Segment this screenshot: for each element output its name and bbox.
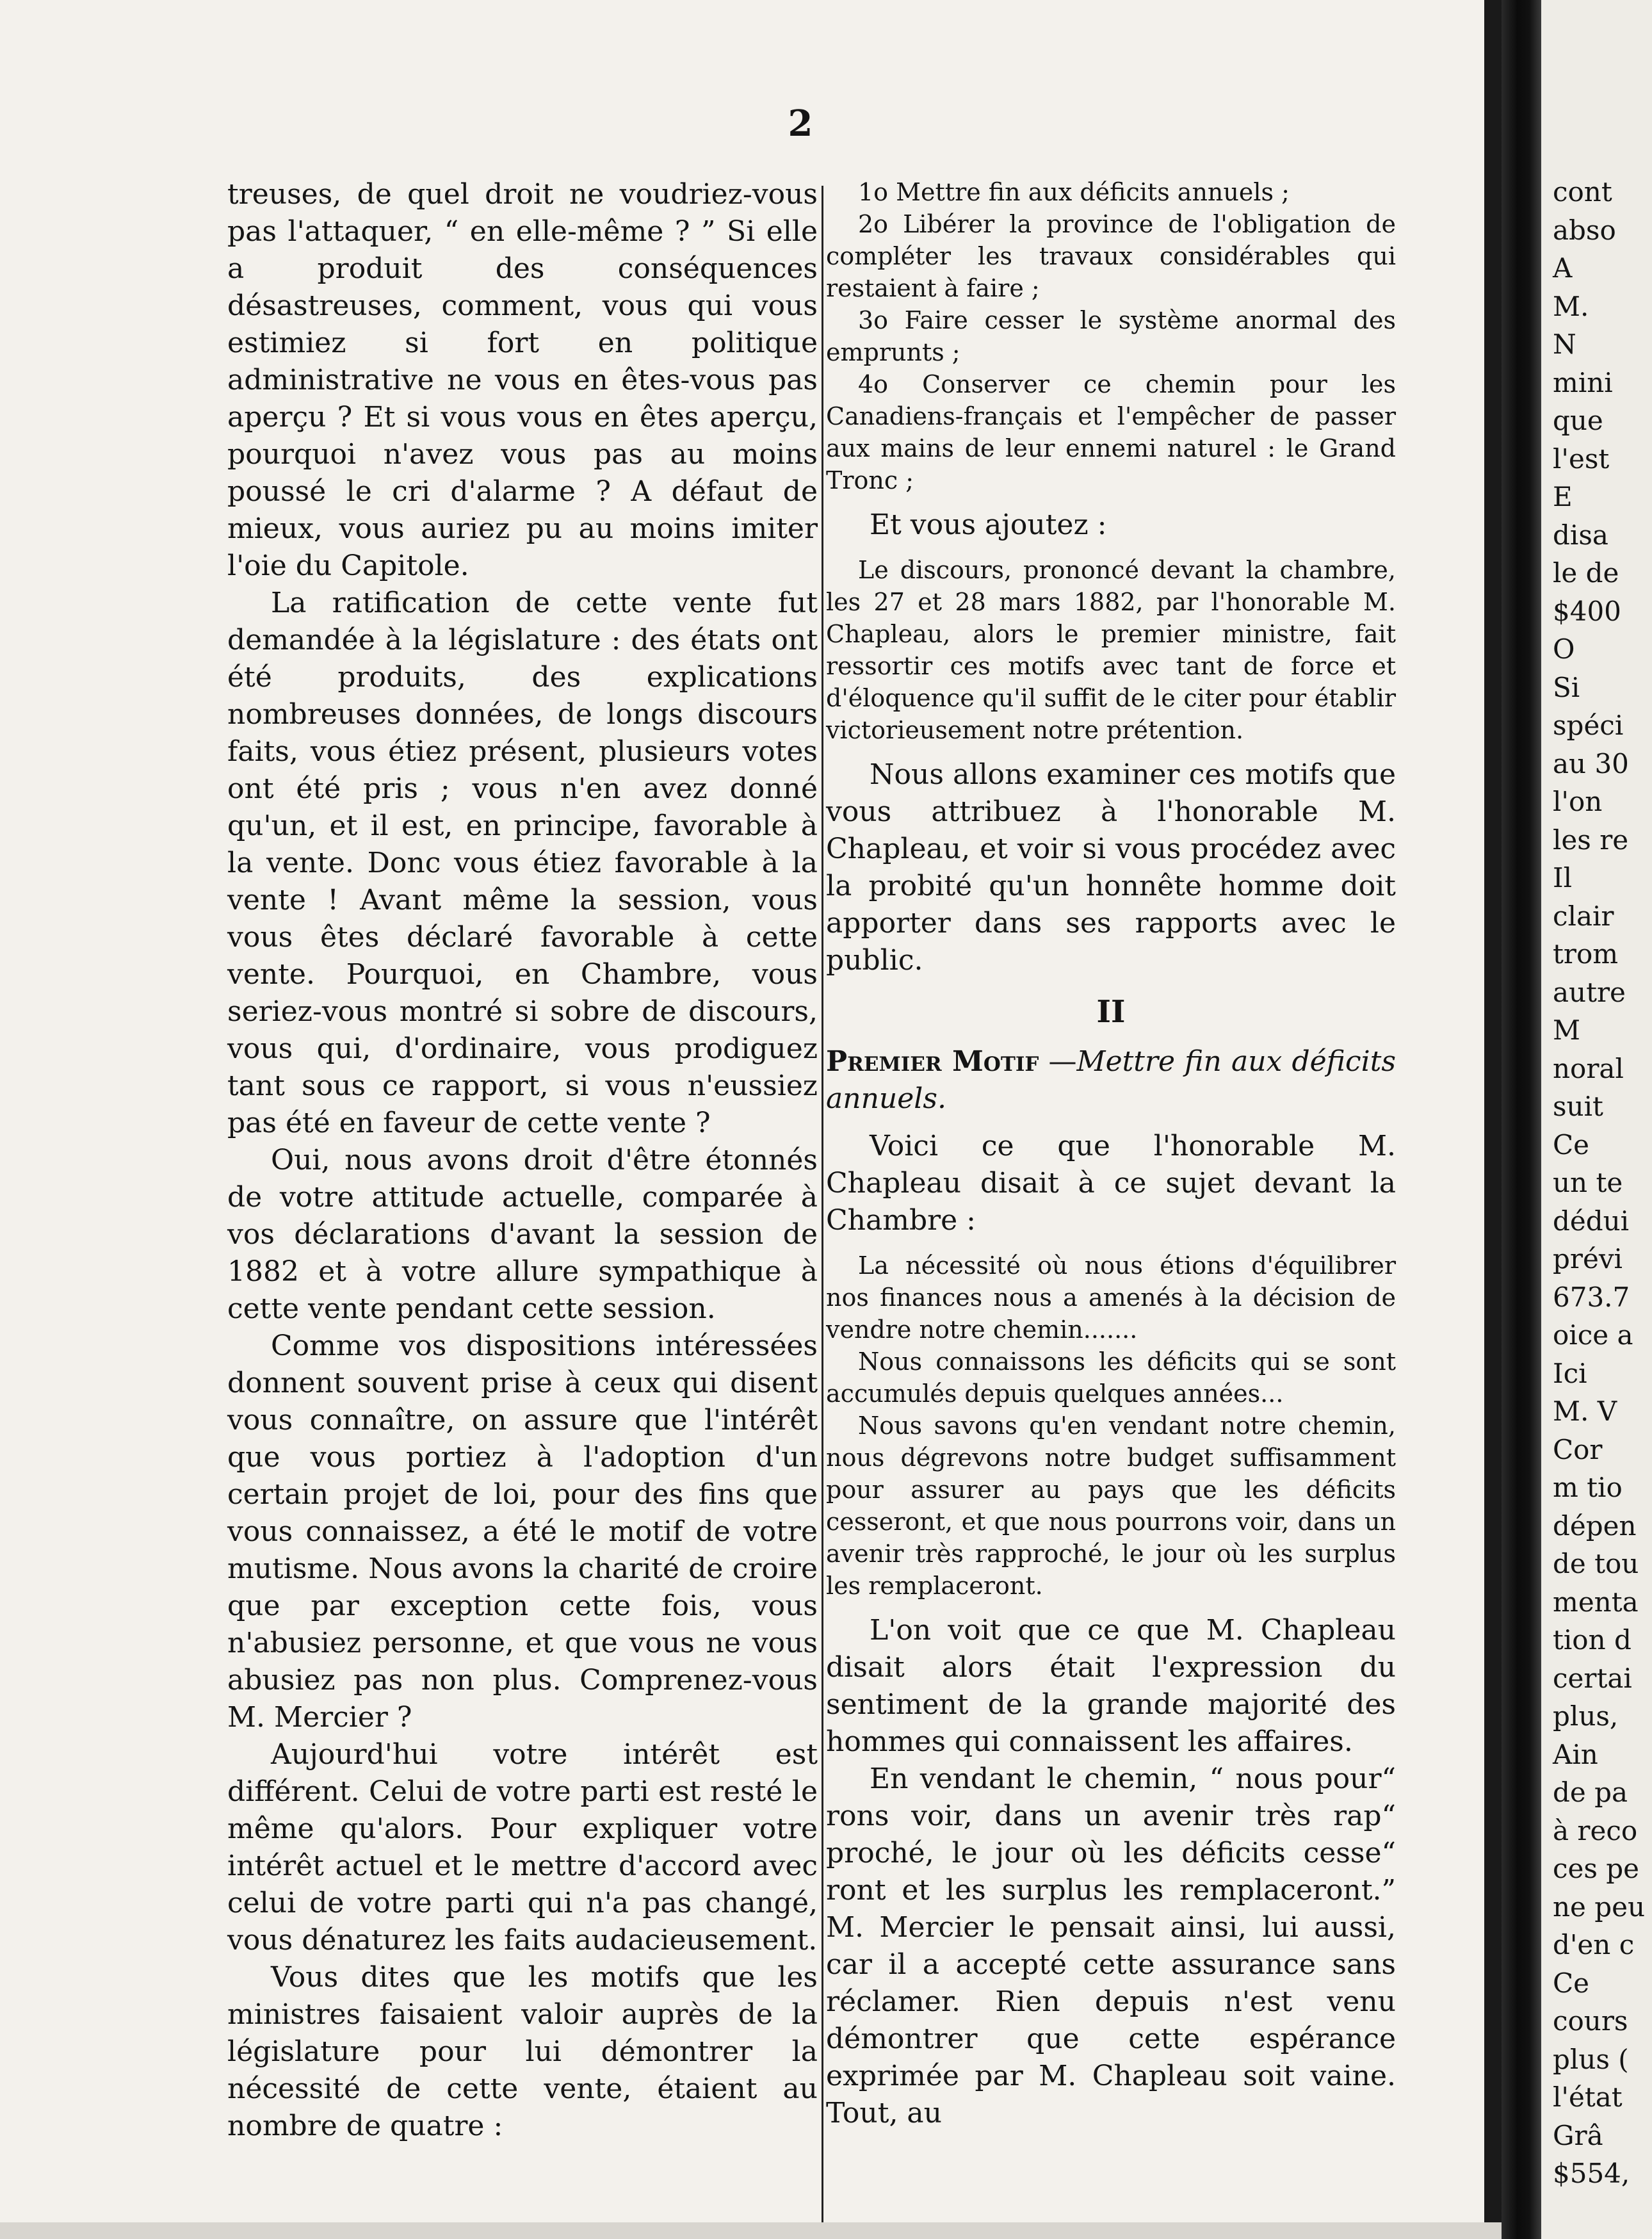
- fragment-line: M. V: [1553, 1396, 1617, 1427]
- fragment-line: au 30: [1553, 747, 1629, 779]
- fragment-line: cont: [1553, 176, 1612, 208]
- column-rule: [822, 186, 823, 2235]
- motive-item: 1o Mettre fin aux déficits annuels ;: [858, 178, 1290, 206]
- motive-item: 3o Faire cesser le système anormal des emprunts ;: [826, 306, 1396, 366]
- page-edge-shadow: [1484, 0, 1502, 2239]
- fragment-line: prévi: [1553, 1243, 1623, 1274]
- fragment-line: M.: [1553, 290, 1589, 322]
- fragment-line: l'état: [1553, 2081, 1623, 2113]
- quote-text: Le discours, prononcé devant la chambre, les 27 et 28 mars 1882, par l'honorable M. Chapleau, alors le premier ministre, fait ressortir ces motifs avec tant de force et d'éloquence qu'il suffit de le citer pour établir victorieusement notre prétention.: [826, 556, 1396, 744]
- fragment-line: N: [1553, 329, 1576, 360]
- fragment-line: E: [1553, 481, 1573, 512]
- fragment-line: Ce: [1553, 1967, 1589, 1999]
- page-bottom-edge: [0, 2222, 1502, 2239]
- fragment-line: autre: [1553, 976, 1626, 1008]
- fragment-line: l'est: [1553, 443, 1610, 475]
- motives-list: [826, 176, 1396, 496]
- fragment-line: le de: [1553, 557, 1619, 589]
- fragment-line: ne peu: [1553, 1891, 1646, 1923]
- paragraph: treuses, de quel droit ne voudriez-vous pas l'attaquer, “ en elle-même ? ” Si elle a produit des conséquences désastreuses, comment, vous qui vous estimiez si fort en politique administrative ne vous en êtes-vous pas aperçu ? Et si vous vous en êtes aperçu, pourquoi n'avez vous pas au moins poussé le cri d'alarme ? A défaut de mieux, vous auriez pu au moins imiter l'oie du Capitole.: [227, 178, 818, 582]
- fragment-line: d'en c: [1553, 1929, 1635, 1960]
- paragraph: L'on voit que ce que M. Chapleau disait alors était l'expression du sentiment de la grande majorité des hommes qui connaissent les affaires.: [826, 1614, 1396, 1758]
- fragment-line: menta: [1553, 1586, 1639, 1618]
- fragment-line: de pa: [1553, 1777, 1628, 1808]
- paragraph: La ratification de cette vente fut demandée à la législature : des états ont été produits, des explications nombreuses données, de longs discours faits, vous étiez présent, plusieurs votes ont été pris ; vous n'en avez donné qu'un, et il est, en principe, favorable à la vente. Donc vous étiez favorable à la vente ! Avant même la session, vous vous êtes déclaré favorable à cette vente. Pourquoi, en Chambre, vous seriez-vous montré si sobre de discours, vous qui, d'ordinaire, vous prodiguez tant sous ce rapport, si vous n'eussiez pas été en faveur de cette vente ?: [227, 587, 818, 1139]
- fragment-line: cours: [1553, 2005, 1628, 2037]
- fragment-line: plus,: [1553, 1700, 1619, 1732]
- quote-text: Nous connaissons les déficits qui se sont accumulés depuis quelques années...: [826, 1347, 1396, 1408]
- motif-title: Mettre fin aux déficits annuels.: [826, 1045, 1396, 1115]
- block-quote: [826, 1250, 1396, 1602]
- fragment-line: noral: [1553, 1052, 1624, 1084]
- fragment-line: dédui: [1553, 1205, 1630, 1237]
- paragraph: Voici ce que l'honorable M. Chapleau disait à ce sujet devant la Chambre :: [826, 1130, 1396, 1237]
- fragment-line: $400: [1553, 595, 1621, 627]
- adjacent-page-fragment: [1541, 0, 1652, 2239]
- quote-text: La nécessité où nous étions d'équilibrer nos finances nous a amenés à la décision de vendre notre chemin.......: [826, 1251, 1396, 1344]
- fragment-line: tion d: [1553, 1624, 1632, 1656]
- fragment-line: Grâ: [1553, 2119, 1603, 2151]
- fragment-line: clair: [1553, 900, 1614, 932]
- fragment-line: à reco: [1553, 1814, 1638, 1846]
- fragment-line: m tio: [1553, 1472, 1623, 1503]
- page-number: 2: [788, 102, 813, 145]
- paragraph: Oui, nous avons droit d'être étonnés de votre attitude actuelle, comparée à vos déclarations d'avant la session de 1882 et à votre allure sympathique à cette vente pendant cette session.: [227, 1144, 818, 1325]
- fragment-line: disa: [1553, 519, 1608, 551]
- fragment-line: Il: [1553, 862, 1573, 893]
- fragment-line: ces pe: [1553, 1853, 1640, 1884]
- fragment-line: les re: [1553, 824, 1629, 856]
- fragment-line: Ce: [1553, 1128, 1589, 1160]
- paragraph: Aujourd'hui votre intérêt est différent. Celui de votre parti est resté le même qu'alors. Pour expliquer votre intérêt actuel et le mettre d'accord avec celui de votre parti qui n'a pas changé, vous dénaturez les faits audacieusement.: [227, 1738, 818, 1957]
- fragment-line: oice a: [1553, 1319, 1633, 1351]
- fragment-line: trom: [1553, 938, 1619, 970]
- book-gutter: [1502, 0, 1541, 2239]
- motive-item: 2o Libérer la province de l'obligation de compléter les travaux considérables qui restaient à faire ;: [826, 210, 1396, 302]
- fragment-line: Ain: [1553, 1738, 1598, 1770]
- paragraph: Comme vos dispositions intéressées donnent souvent prise à ceux qui disent vous connaître, on assure que l'intérêt que vous portiez à l'adoption d'un certain projet de loi, pour des fins que vous connaissez, a été le motif de votre mutisme. Nous avons la charité de croire que par exception cette fois, vous n'abusiez personne, et que vous ne vous abusiez pas non plus. Comprenez-vous M. Mercier ?: [227, 1330, 818, 1734]
- fragment-line: de tou: [1553, 1548, 1639, 1579]
- fragment-line: A: [1553, 252, 1573, 284]
- motif-label: Premier Motif: [826, 1045, 1039, 1078]
- fragment-line: abso: [1553, 214, 1616, 246]
- paragraph: Nous allons examiner ces motifs que vous attribuez à l'honorable M. Chapleau, et voir si vous procédez avec la probité qu'un honnête homme doit apporter dans ses rapports avec le public.: [826, 758, 1396, 977]
- fragment-line: mini: [1553, 366, 1613, 398]
- left-column: [227, 176, 818, 2145]
- fragment-line: M: [1553, 1014, 1581, 1046]
- paragraph: Vous dites que les motifs que les ministres faisaient valoir auprès de la législature pour lui démontrer la nécessité de cette vente, étaient au nombre de quatre :: [227, 1961, 818, 2142]
- section-number: II: [1096, 994, 1126, 1030]
- motif-heading: [826, 1043, 1396, 1118]
- quote-text: Nous savons qu'en vendant notre chemin, nous dégrevons notre budget suffisamment pour assurer au pays que les déficits cesseront, et que nous pourrons voir, dans un avenir très rapproché, le jour où les surplus les remplaceront.: [826, 1412, 1396, 1600]
- middle-column: [826, 176, 1396, 2132]
- fragment-line: spéci: [1553, 710, 1624, 741]
- fragment-line: O: [1553, 633, 1575, 665]
- fragment-line: dépen: [1553, 1510, 1637, 1542]
- fragment-line: Si: [1553, 671, 1580, 703]
- fragment-line: certai: [1553, 1662, 1632, 1694]
- fragment-line: 673.7: [1553, 1281, 1630, 1313]
- fragment-line: un te: [1553, 1167, 1623, 1198]
- fragment-line: que: [1553, 405, 1603, 436]
- motif-dash: —: [1039, 1045, 1077, 1078]
- paragraph: Et vous ajoutez :: [870, 509, 1107, 541]
- block-quote: [826, 554, 1396, 746]
- fragment-line: l'on: [1553, 786, 1603, 817]
- fragment-line: suit: [1553, 1091, 1603, 1122]
- fragment-line: Cor: [1553, 1433, 1603, 1465]
- fragment-line: Ici: [1553, 1357, 1587, 1389]
- fragment-line: $554,: [1553, 2158, 1630, 2189]
- paragraph: En vendant le chemin, “ nous pour“ rons voir, dans un avenir très rap“ proché, le jour où les déficits cesse“ ront et les surplus les remplaceront.” M. Mercier le pensait ainsi, lui aussi, car il a accepté cette assurance sans réclamer. Rien depuis n'est venu démontrer que cette espérance exprimée par M. Chapleau soit vaine. Tout, au: [826, 1763, 1396, 2129]
- fragment-line: plus (: [1553, 2043, 1629, 2075]
- motive-item: 4o Conserver ce chemin pour les Canadiens-français et l'empêcher de passer aux mains de leur ennemi naturel : le Grand Tronc ;: [826, 370, 1396, 494]
